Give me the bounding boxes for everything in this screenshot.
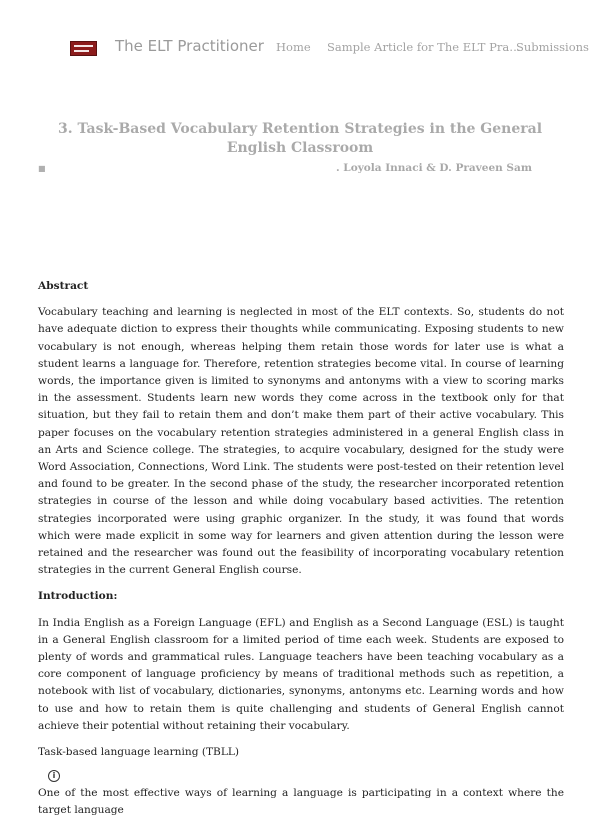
journal-logo-icon[interactable] — [70, 41, 97, 56]
nav-submissions[interactable]: Submissions — [516, 40, 589, 54]
article-authors: . Loyola Innaci & D. Praveen Sam — [336, 162, 532, 174]
article-title: 3. Task-Based Vocabulary Retention Strategies in the General English Classroom — [57, 121, 543, 156]
bullet-marker: ■ — [38, 164, 46, 173]
tbll-paragraph: One of the most effective ways of learning a language is participating in a context where the target language — [38, 787, 564, 817]
article-body — [38, 278, 564, 829]
site-title[interactable]: The ELT Practitioner — [115, 37, 264, 55]
introduction-heading: Introduction: — [38, 590, 118, 603]
abstract-heading: Abstract — [38, 280, 89, 292]
tbll-heading: Task-based language learning (TBLL) — [38, 746, 240, 759]
abstract-paragraph: Vocabulary teaching and learning is neglected in most of the ELT contexts. So, students do not have adequate diction to express their thoughts while communicating. Exposing students to new vocabulary is not enough, whereas helping them retain those words for later use is what a student learns a language for. Therefore, retention strategies become vital. In course of learning words, the importance given is limited to synonyms and antonyms with a view to scoring marks in the assessment. Students learn new words they come across in the textbook only for that situation, but they fail to retain them and don’t make them part of their active vocabulary. This paper focuses on the vocabulary retention strategies administered in a general English class in an Arts and Science college. The strategies, to acquire vocabulary, designed for the study were Word Association, Connections, Word Link. The students were post-tested on their retention level and found to be greater. In the second phase of the study, the researcher incorporated retention strategies in course of the lesson and while doing vocabulary based activities. The retention strategies incorporated were using graphic organizer. In the study, it was found that words which were made explicit in some way for learners and given attention during the lesson were retained and the researcher was found out the feasibility of incorporating vocabulary retention strategies in the current General English course. — [38, 306, 564, 577]
introduction-paragraph: In India English as a Foreign Language (EFL) and English as a Second Language (ESL) is taught in a General English classroom for a limited period of time each week. Students are exposed to plenty of words and grammatical rules. Language teachers have been teaching vocabulary as a core component of language proficiency by means of traditional methods such as repetition, a notebook with list of vocabulary, dictionaries, synonyms, antonyms etc. Learning words and how to use and how to retain them is quite challenging and students of General English cannot achieve their potential without retaining their vocabulary. — [38, 616, 564, 732]
site-header — [0, 0, 600, 96]
nav-sample-article[interactable]: Sample Article for The ELT Pra… — [327, 40, 521, 54]
info-icon[interactable]: i — [48, 770, 60, 782]
nav-home[interactable]: Home — [276, 40, 311, 54]
